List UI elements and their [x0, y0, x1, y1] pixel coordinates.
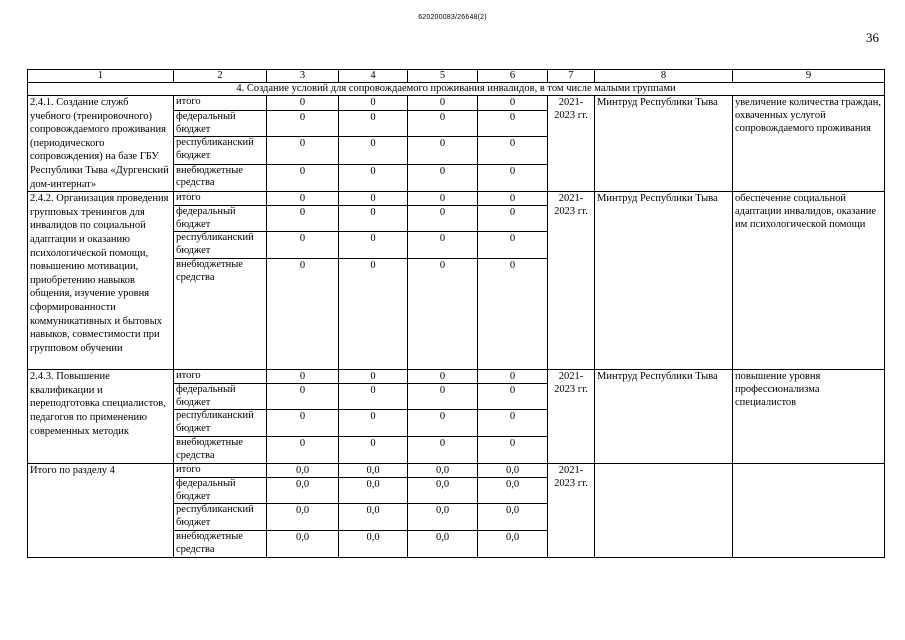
value-cell: 0,0 — [408, 464, 478, 478]
funding-source: итого — [174, 96, 267, 111]
column-number: 3 — [267, 70, 339, 83]
column-number: 8 — [595, 70, 733, 83]
funding-source: внебюджетные средства — [174, 531, 267, 558]
value-cell: 0 — [408, 192, 478, 206]
program-table — [27, 69, 885, 558]
value-cell: 0 — [408, 384, 478, 410]
value-cell: 0 — [408, 206, 478, 232]
funding-source: федеральный бюджет — [174, 478, 267, 504]
measure-name: 2.4.3. Повышение квалификации и переподготовка специалистов, педагогов по применению современных методик — [28, 370, 174, 464]
period: 2021-2023 гг. — [548, 370, 595, 464]
funding-source: итого — [174, 370, 267, 384]
value-cell: 0 — [408, 437, 478, 464]
expected-result: увеличение количества граждан, охваченных услугой сопровождаемого проживания — [733, 96, 885, 192]
funding-source: республиканский бюджет — [174, 410, 267, 437]
measure-name: 2.4.1. Создание служб учебного (тренировочного) сопровождаемого проживания (периодического сопровождения) на базе ГБУ Республики Тыва «Дургенский дом-интернат» — [28, 96, 174, 192]
value-cell: 0 — [339, 410, 408, 437]
value-cell: 0 — [478, 384, 548, 410]
value-cell: 0 — [267, 164, 339, 191]
value-cell: 0,0 — [267, 464, 339, 478]
value-cell: 0 — [408, 111, 478, 137]
value-cell: 0 — [408, 370, 478, 384]
value-cell: 0 — [339, 206, 408, 232]
value-cell: 0,0 — [267, 504, 339, 531]
value-cell: 0 — [339, 164, 408, 191]
column-number: 5 — [408, 70, 478, 83]
value-cell: 0,0 — [339, 531, 408, 558]
value-cell: 0,0 — [478, 478, 548, 504]
value-cell: 0 — [339, 437, 408, 464]
table-row — [28, 192, 885, 206]
value-cell: 0 — [267, 259, 339, 370]
value-cell: 0 — [478, 206, 548, 232]
value-cell: 0 — [408, 164, 478, 191]
column-number: 2 — [174, 70, 267, 83]
funding-source: федеральный бюджет — [174, 206, 267, 232]
column-number: 1 — [28, 70, 174, 83]
value-cell: 0 — [478, 164, 548, 191]
value-cell: 0 — [267, 206, 339, 232]
value-cell: 0 — [478, 232, 548, 259]
funding-source: итого — [174, 192, 267, 206]
column-number: 9 — [733, 70, 885, 83]
funding-source: внебюджетные средства — [174, 164, 267, 191]
expected-result: повышение уровня профессионализма специалистов — [733, 370, 885, 464]
page-number: 36 — [866, 30, 879, 45]
table-row — [28, 370, 885, 384]
value-cell: 0 — [339, 192, 408, 206]
value-cell: 0 — [478, 370, 548, 384]
expected-result: обеспечение социальной адаптации инвалидов, оказание им психологической помощи — [733, 192, 885, 370]
column-number: 7 — [548, 70, 595, 83]
period: 2021-2023 гг. — [548, 464, 595, 558]
table-row — [28, 464, 885, 478]
value-cell: 0,0 — [339, 504, 408, 531]
column-number: 4 — [339, 70, 408, 83]
value-cell: 0 — [339, 111, 408, 137]
value-cell: 0,0 — [339, 464, 408, 478]
value-cell: 0 — [408, 232, 478, 259]
value-cell: 0 — [408, 96, 478, 111]
value-cell: 0 — [478, 192, 548, 206]
funding-source: республиканский бюджет — [174, 137, 267, 164]
value-cell: 0,0 — [408, 531, 478, 558]
funding-source: республиканский бюджет — [174, 504, 267, 531]
value-cell: 0 — [408, 259, 478, 370]
value-cell: 0 — [339, 259, 408, 370]
value-cell: 0 — [478, 410, 548, 437]
value-cell: 0 — [339, 370, 408, 384]
value-cell: 0,0 — [478, 531, 548, 558]
funding-source: внебюджетные средства — [174, 259, 267, 370]
value-cell: 0 — [267, 384, 339, 410]
value-cell: 0,0 — [408, 478, 478, 504]
funding-source: федеральный бюджет — [174, 384, 267, 410]
executor: Минтруд Республики Тыва — [595, 192, 733, 370]
funding-source: республиканский бюджет — [174, 232, 267, 259]
value-cell: 0 — [267, 137, 339, 164]
funding-source: внебюджетные средства — [174, 437, 267, 464]
section-title-row — [28, 83, 885, 96]
value-cell: 0 — [478, 137, 548, 164]
value-cell: 0 — [267, 192, 339, 206]
value-cell: 0 — [267, 96, 339, 111]
value-cell: 0 — [339, 96, 408, 111]
section-total-label: Итого по разделу 4 — [28, 464, 174, 558]
value-cell: 0 — [478, 96, 548, 111]
funding-source: итого — [174, 464, 267, 478]
value-cell: 0 — [408, 410, 478, 437]
expected-result — [733, 464, 885, 558]
executor: Минтруд Республики Тыва — [595, 96, 733, 192]
table-row — [28, 96, 885, 111]
value-cell: 0 — [339, 232, 408, 259]
column-number: 6 — [478, 70, 548, 83]
period: 2021-2023 гг. — [548, 192, 595, 370]
executor: Минтруд Республики Тыва — [595, 370, 733, 464]
value-cell: 0 — [339, 384, 408, 410]
value-cell: 0 — [408, 137, 478, 164]
value-cell: 0 — [478, 437, 548, 464]
executor — [595, 464, 733, 558]
value-cell: 0 — [267, 232, 339, 259]
value-cell: 0 — [267, 410, 339, 437]
period: 2021-2023 гг. — [548, 96, 595, 192]
value-cell: 0 — [267, 437, 339, 464]
value-cell: 0 — [339, 137, 408, 164]
value-cell: 0,0 — [339, 478, 408, 504]
section-title: 4. Создание условий для сопровождаемого проживания инвалидов, в том числе малыми группами — [28, 83, 885, 96]
column-number-row — [28, 70, 885, 83]
measure-name: 2.4.2. Организация проведения групповых тренингов для инвалидов по социальной адаптации и оказанию психологической помощи, повышению мотивации, приобретению навыков общения, изучение уровня сформированности коммуникативных и бытовых навыков, совместимости при групповом обучении — [28, 192, 174, 370]
value-cell: 0,0 — [267, 531, 339, 558]
value-cell: 0 — [267, 111, 339, 137]
value-cell: 0 — [267, 370, 339, 384]
value-cell: 0 — [478, 111, 548, 137]
value-cell: 0,0 — [478, 504, 548, 531]
value-cell: 0,0 — [408, 504, 478, 531]
funding-source: федеральный бюджет — [174, 111, 267, 137]
value-cell: 0,0 — [478, 464, 548, 478]
document-id: 620200083/26648(2) — [418, 14, 487, 21]
value-cell: 0,0 — [267, 478, 339, 504]
value-cell: 0 — [478, 259, 548, 370]
